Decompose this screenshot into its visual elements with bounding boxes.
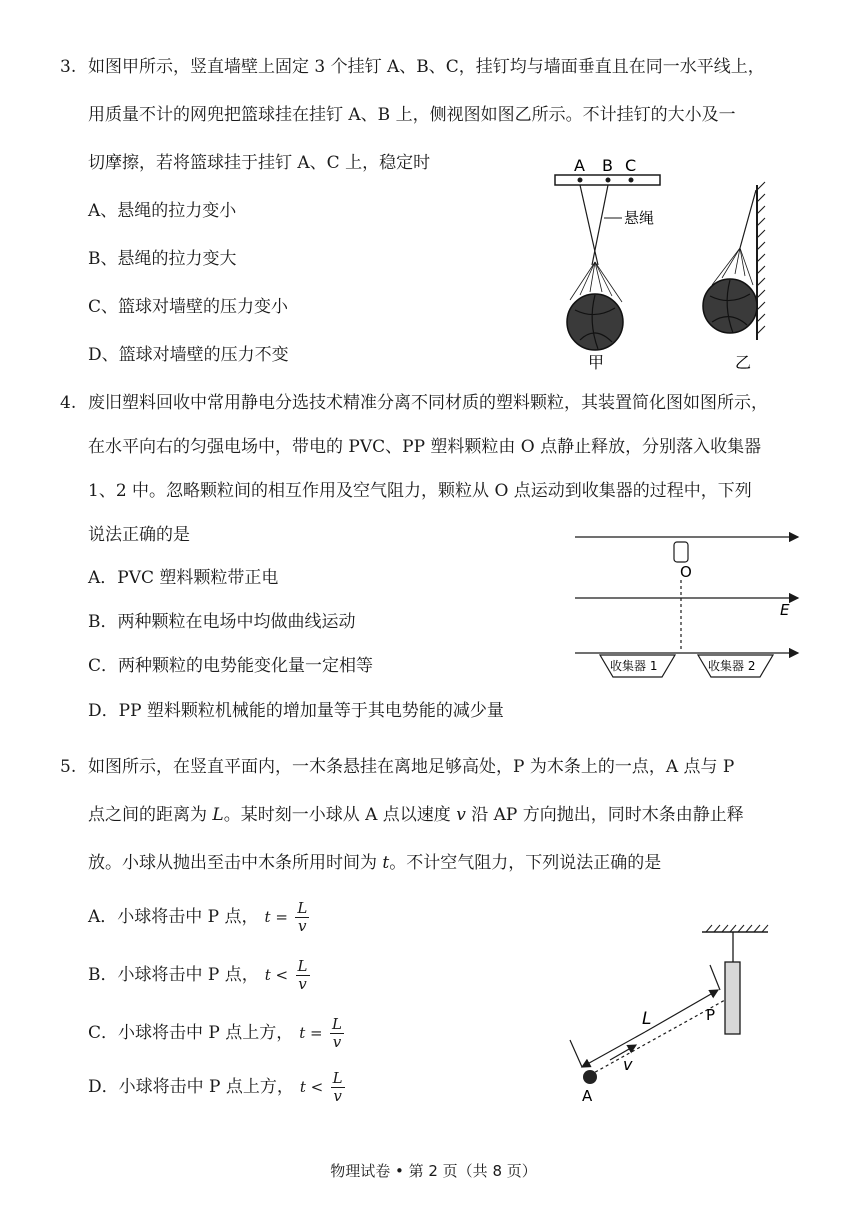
q4-stem-line-2: 在水平向右的匀强电场中，带电的 PVC、PP 塑料颗粒由 O 点静止释放，分别落入收集器 [88,437,762,457]
caption-yi: 乙 [735,353,752,372]
q5-option-a-fraction [295,900,309,935]
tick-at-p [710,965,720,990]
point-a-label: A [582,1087,593,1105]
tick-at-a [570,1040,582,1067]
q5-option-a-text: A．小球将击中 P 点， [88,907,259,927]
ceiling-hatching [706,925,768,932]
q5-stem-line-1: 如图所示，在竖直平面内，一木条悬挂在离地足够高处，P 为木条上的一点，A 点与 P [88,757,735,777]
page-footer: 物理试卷 • 第 2 页（共 8 页） [330,1162,537,1180]
q4-option-b: B．两种颗粒在电场中均做曲线运动 [88,612,356,632]
length-l-label: L [642,1009,652,1029]
q3-number: 3. [60,57,77,77]
q3-option-d: D、篮球对墙壁的压力不变 [88,345,289,365]
q4-stem-line-3: 1、2 中。忽略颗粒间的相互作用及空气阻力，颗粒从 O 点运动到收集器的过程中，下列 [88,481,752,501]
point-p-label: P [706,1006,716,1024]
q5-option-d-relation: t < [299,1078,324,1096]
q5-option-d [88,1070,345,1105]
rope-side [740,190,756,248]
q5-option-b-text: B．小球将击中 P 点， [88,965,259,985]
particle-dispenser [674,542,688,562]
q4-stem-line-4: 说法正确的是 [88,525,190,545]
collector-2-label: 收集器 2 [708,659,756,673]
q5-stem-line-2 [88,804,744,826]
q3-stem-line-1: 如图甲所示，竖直墙壁上固定 3 个挂钉 A、B、C，挂钉均与墙面垂直且在同一水平线上， [88,57,765,77]
dashed-path-ap [590,1000,725,1075]
q3-stem-line-2: 用质量不计的网兜把篮球挂在挂钉 A、B 上，侧视图如图乙所示。不计挂钉的大小及一 [88,105,736,125]
q5-option-c-numerator: L [332,1015,343,1033]
caption-jia: 甲 [588,353,605,372]
q5-option-c-fraction [330,1016,344,1051]
q3-option-b: B、悬绳的拉力变大 [88,249,237,269]
rope-right [592,185,608,265]
rope-left [580,185,598,265]
q5-var-l: L [212,805,224,825]
q5-line2-part-a: 点之间的距离为 [88,805,213,825]
q3-stem-line-3: 切摩擦，若将篮球挂于挂钉 A、C 上，稳定时 [88,153,431,173]
q3-figure [540,150,800,375]
q5-stem-line-3 [88,852,661,874]
q5-option-d-text: D．小球将击中 P 点上方， [88,1077,294,1097]
q5-option-c [88,1016,344,1051]
q4-number: 4. [60,393,77,413]
field-e-label: E [780,601,790,619]
ball-a [583,1070,597,1084]
q5-option-d-denominator: v [333,1087,342,1105]
q3-option-c: C、篮球对墙壁的压力变小 [88,297,289,317]
q5-line2-part-b: 。某时刻一小球从 A 点以速度 [223,805,457,825]
q5-figure [560,920,780,1130]
peg-b-dot [606,178,611,183]
peg-label-a: A [574,156,585,175]
q5-option-b-relation: t < [264,966,289,984]
q4-option-c: C．两种颗粒的电势能变化量一定相等 [88,656,374,676]
peg-a-dot [578,178,583,183]
q5-option-b [88,958,310,993]
q5-option-c-text: C．小球将击中 P 点上方， [88,1023,294,1043]
q5-option-b-numerator: L [297,957,308,975]
q5-option-b-fraction [296,958,310,993]
peg-label-c: C [625,156,637,175]
q4-option-d: D．PP 塑料颗粒机械能的增加量等于其电势能的减少量 [88,701,504,721]
q5-option-a-relation: t = [264,908,288,926]
point-o-label: O [680,563,692,581]
q5-number: 5. [60,757,77,777]
q5-option-d-fraction [331,1070,345,1105]
q3-option-a: A、悬绳的拉力变小 [88,201,237,221]
wall-hatching [757,182,765,334]
q5-option-d-numerator: L [332,1069,343,1087]
q5-var-t: t [382,853,390,873]
q4-option-a: A．PVC 塑料颗粒带正电 [88,568,279,588]
q5-option-c-relation: t = [299,1024,323,1042]
rope-label: 悬绳 [624,209,655,227]
velocity-v-label: v [623,1055,633,1074]
q5-var-v: v [456,805,466,825]
q5-line2-part-c: 沿 AP 方向抛出，同时木条由静止释 [465,805,744,825]
peg-c-dot [629,178,634,183]
q4-stem-line-1: 废旧塑料回收中常用静电分选技术精准分离不同材质的塑料颗粒，其装置简化图如图所示， [88,393,768,413]
q5-option-a-numerator: L [297,899,308,917]
collector-1-label: 收集器 1 [610,659,658,673]
q4-figure [570,525,810,685]
peg-label-b: B [602,156,613,175]
q5-option-b-denominator: v [298,975,307,993]
q5-line3-part-b: 。不计空气阻力，下列说法正确的是 [389,853,662,873]
q5-option-a [88,900,309,935]
q5-line3-part-a: 放。小球从抛出至击中木条所用时间为 [88,853,383,873]
wooden-stick [725,962,740,1034]
q5-option-c-denominator: v [332,1033,342,1051]
q5-option-a-denominator: v [298,917,307,935]
